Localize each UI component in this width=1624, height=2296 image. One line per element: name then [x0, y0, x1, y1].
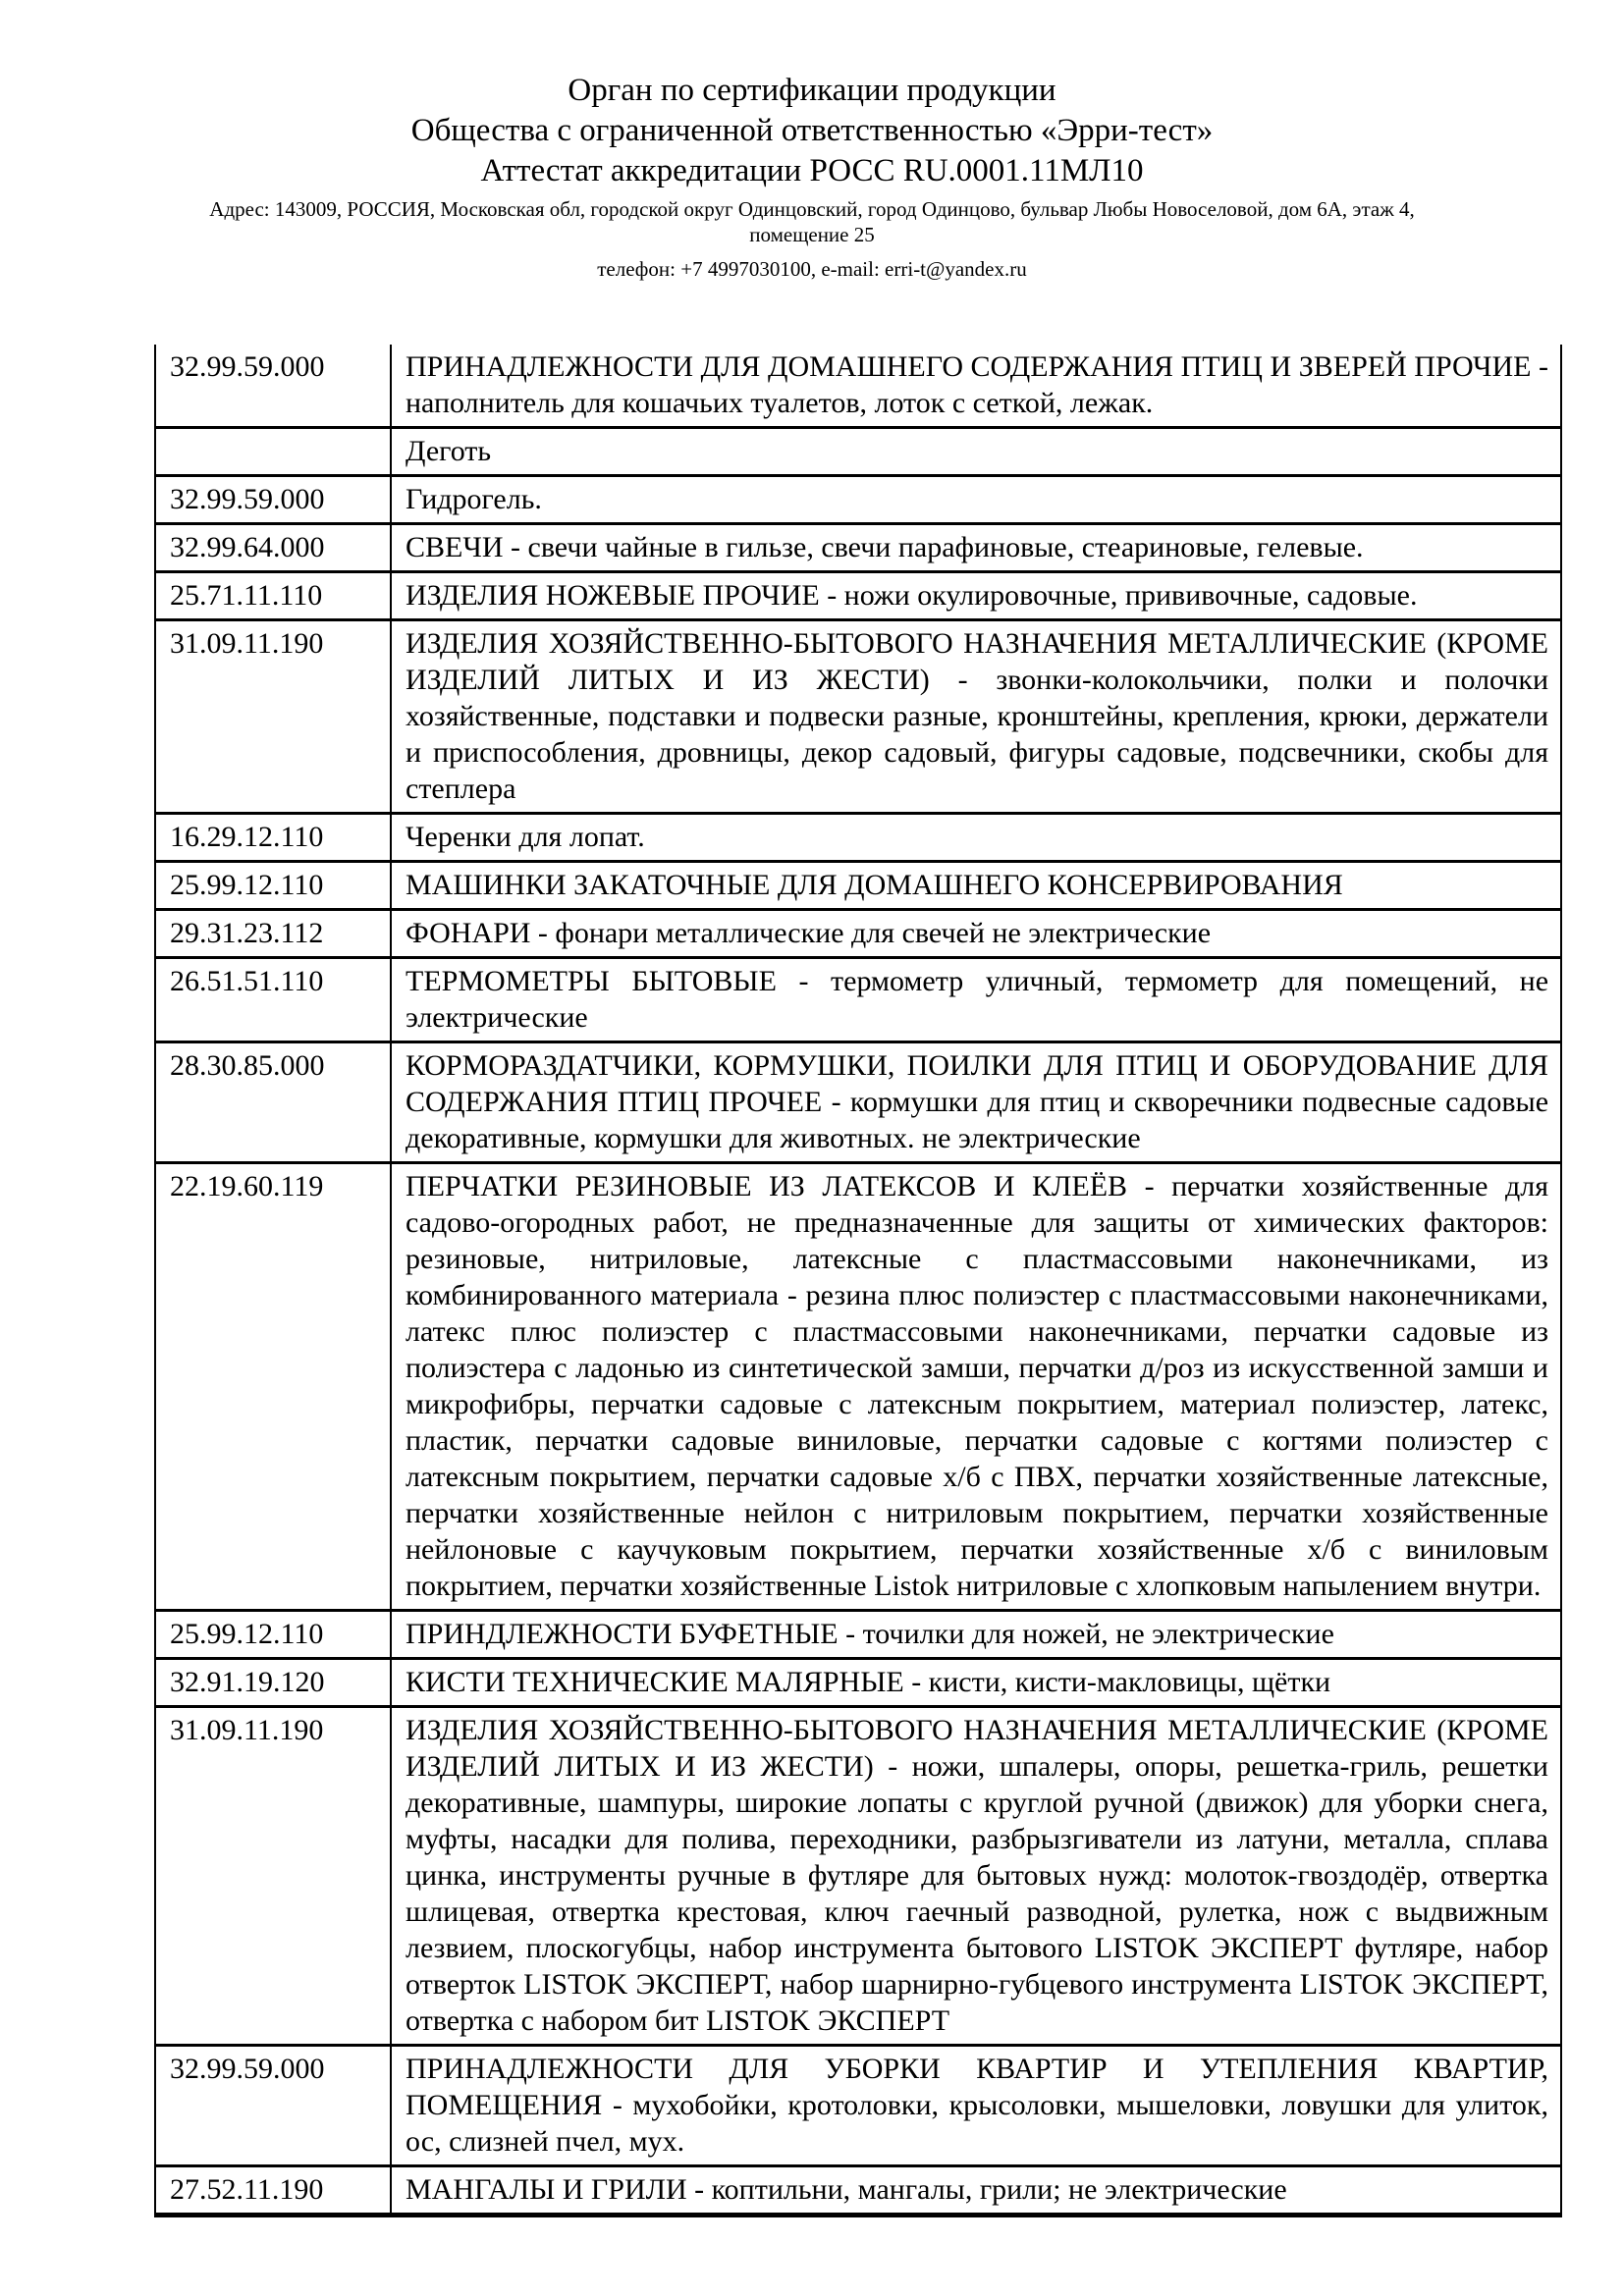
product-code: 31.09.11.190: [155, 1707, 391, 2046]
product-code: 28.30.85.000: [155, 1042, 391, 1163]
category-title: ПРИНАДЛЕЖНОСТИ ДЛЯ ДОМАШНЕГО СОДЕРЖАНИЯ ПТИЦ И ЗВЕРЕЙ ПРОЧИЕ: [406, 350, 1532, 383]
product-description: [391, 2046, 1561, 2166]
table-row: [155, 1611, 1561, 1659]
category-items: - фонари металлические для свечей не электрические: [530, 917, 1212, 949]
table-row: [155, 814, 1561, 862]
table-row: [155, 1042, 1561, 1163]
category-title: ИЗДЕЛИЯ ХОЗЯЙСТВЕННО-БЫТОВОГО НАЗНАЧЕНИЯ МЕТАЛЛИЧЕСКИЕ (КРОМЕ ИЗДЕЛИЙ ЛИТЫХ И ИЗ ЖЕСТИ): [406, 627, 1548, 696]
product-description: [391, 2166, 1561, 2216]
product-code: 29.31.23.112: [155, 910, 391, 958]
category-items: Черенки для лопат.: [406, 821, 645, 853]
category-title: ПРИНАДЛЕЖНОСТИ ДЛЯ УБОРКИ КВАРТИР И УТЕПЛЕНИЯ КВАРТИР, ПОМЕЩЕНИЯ: [406, 2053, 1548, 2121]
page-title: Орган по сертификации продукции: [568, 73, 1056, 108]
table-row: [155, 572, 1561, 620]
product-description: [391, 428, 1561, 476]
category-title: МАШИНКИ ЗАКАТОЧНЫЕ ДЛЯ ДОМАШНЕГО КОНСЕРВИРОВАНИЯ: [406, 869, 1343, 901]
product-description: [391, 620, 1561, 814]
product-description: [391, 345, 1561, 428]
category-items: - наполнитель для кошачьих туалетов, лоток с сеткой, лежак.: [406, 350, 1548, 419]
product-description: [391, 524, 1561, 572]
contact-line: телефон: +7 4997030100, e-mail: erri-t@yandex.ru: [597, 257, 1027, 281]
product-description: [391, 862, 1561, 910]
address-block: [0, 196, 1624, 282]
category-title: СВЕЧИ: [406, 531, 504, 563]
category-items: - звонки-колокольчики, полки и полочки хозяйственные, подставки и подвески разные, кронштейны, крепления, крюки, держатели и приспособления, дровницы, декор садовый, фигуры садовые, подсвечники, скобы для степлера: [406, 664, 1548, 805]
accreditation-number: Аттестат аккредитации РОСС RU.0001.11МЛ10: [480, 153, 1144, 188]
product-code: 31.09.11.190: [155, 620, 391, 814]
product-description: [391, 958, 1561, 1042]
category-items: Деготь: [406, 435, 492, 467]
category-items: - кисти, кисти-макловицы, щётки: [903, 1666, 1331, 1698]
document-header: [0, 0, 1624, 282]
category-items: - ножи окулировочные, прививочные, садовые.: [819, 579, 1418, 612]
product-code: 26.51.51.110: [155, 958, 391, 1042]
category-title: ПРИНДЛЕЖНОСТИ БУФЕТНЫЕ: [406, 1618, 839, 1650]
category-title: ИЗДЕЛИЯ НОЖЕВЫЕ ПРОЧИЕ: [406, 579, 820, 612]
category-items: - точилки для ножей, не электрические: [838, 1618, 1334, 1650]
category-items: - коптильни, мангалы, грили; не электрические: [686, 2173, 1287, 2206]
product-code: 22.19.60.119: [155, 1163, 391, 1611]
table-row: [155, 958, 1561, 1042]
table-row: [155, 476, 1561, 524]
product-description: [391, 476, 1561, 524]
product-code: 32.99.59.000: [155, 476, 391, 524]
product-description: [391, 910, 1561, 958]
product-code: [155, 428, 391, 476]
product-code: 32.99.59.000: [155, 345, 391, 428]
table-row: [155, 428, 1561, 476]
category-items: Гидрогель.: [406, 483, 542, 515]
product-code: 25.99.12.110: [155, 862, 391, 910]
table-row: [155, 2046, 1561, 2166]
org-name: Общества с ограниченной ответственностью «Эрри-тест»: [410, 113, 1214, 148]
category-items: - ножи, шпалеры, опоры, решетка-гриль, решетки декоративные, шампуры, широкие лопаты с круглой ручной (движок) для уборки снега, муфты, насадки для полива, переходники, разбрызгиватели из латуни, металла, сплава цинка, инструменты ручные в футляре для бытовых нужд: молоток-гвоздодёр, отвертка шлицевая, отвертка крестовая, ключ гаечный разводной, рулетка, нож с выдвижным лезвием, плоскогубцы, набор инструмента бытового LISTOK ЭКСПЕРТ футляре, набор отверток LISTOK ЭКСПЕРТ, набор шарнирно-губцевого инструмента LISTOK ЭКСПЕРТ, отвертка с набором бит LISTOK ЭКСПЕРТ: [406, 1750, 1548, 2037]
product-description: [391, 1707, 1561, 2046]
table-row: [155, 1659, 1561, 1707]
product-code: 32.99.64.000: [155, 524, 391, 572]
category-title: ИЗДЕЛИЯ ХОЗЯЙСТВЕННО-БЫТОВОГО НАЗНАЧЕНИЯ МЕТАЛЛИЧЕСКИЕ (КРОМЕ ИЗДЕЛИЙ ЛИТЫХ И ИЗ ЖЕСТИ): [406, 1714, 1548, 1783]
product-description: [391, 1659, 1561, 1707]
category-title: МАНГАЛЫ И ГРИЛИ: [406, 2173, 687, 2206]
category-title: КОРМОРАЗДАТЧИКИ, КОРМУШКИ, ПОИЛКИ ДЛЯ ПТИЦ И ОБОРУДОВАНИЕ ДЛЯ СОДЕРЖАНИЯ ПТИЦ ПРОЧЕЕ: [406, 1049, 1548, 1118]
category-items: - мухобойки, кротоловки, крысоловки, мышеловки, ловушки для улиток, ос, слизней пчел, мух.: [406, 2089, 1548, 2158]
product-description: [391, 572, 1561, 620]
category-title: ФОНАРИ: [406, 917, 531, 949]
product-code: 25.99.12.110: [155, 1611, 391, 1659]
table-row: [155, 620, 1561, 814]
category-items: - перчатки хозяйственные для садово-огородных работ, не предназначенные для защиты от химических факторов: резиновые, нитриловые, латексные с пластмассовыми наконечниками, из комбинированного материала - резина плюс полиэстер с пластмассовыми наконечниками, латекс плюс полиэстер с пластмассовыми наконечниками, перчатки садовые из полиэстера с ладонью из синтетической замши, перчатки д/роз из искусственной замши и микрофибры, перчатки садовые с латексным покрытием, материал полиэстер, латекс, пластик, перчатки садовые виниловые, перчатки садовые с когтями полиэстер с латексным покрытием, перчатки садовые х/б с ПВХ, перчатки хозяйственные латексные, перчатки хозяйственные нейлон с нитриловым покрытием, перчатки хозяйственные нейлоновые с каучуковым покрытием, перчатки хозяйственные х/б с виниловым покрытием, перчатки хозяйственные Listok нитриловые с хлопковым напылением внутри.: [406, 1170, 1549, 1602]
category-items: - термометр уличный, термометр для помещений, не электрические: [406, 965, 1549, 1034]
product-code: 16.29.12.110: [155, 814, 391, 862]
category-items: - свечи чайные в гильзе, свечи парафиновые, стеариновые, гелевые.: [503, 531, 1364, 563]
product-description: [391, 814, 1561, 862]
products-table: [154, 345, 1562, 2217]
category-title: ТЕРМОМЕТРЫ БЫТОВЫЕ: [406, 965, 777, 997]
product-code: 32.91.19.120: [155, 1659, 391, 1707]
product-code: 32.99.59.000: [155, 2046, 391, 2166]
table-row: [155, 910, 1561, 958]
product-description: [391, 1163, 1561, 1611]
table-row: [155, 1707, 1561, 2046]
address-line-1: Адрес: 143009, РОССИЯ, Московская обл, городской округ Одинцовский, город Одинцово, бульвар Любы Новоселовой, дом 6А, этаж 4,: [209, 197, 1415, 221]
category-title: КИСТИ ТЕХНИЧЕСКИЕ МАЛЯРНЫЕ: [406, 1666, 904, 1698]
product-description: [391, 1042, 1561, 1163]
table-row: [155, 1163, 1561, 1611]
table-row: [155, 524, 1561, 572]
table-row: [155, 862, 1561, 910]
table-row: [155, 2166, 1561, 2216]
table-row: [155, 345, 1561, 428]
product-code: 25.71.11.110: [155, 572, 391, 620]
product-description: [391, 1611, 1561, 1659]
product-code: 27.52.11.190: [155, 2166, 391, 2216]
category-items: - кормушки для птиц и скворечники подвесные садовые декоративные, кормушки для животных. не электрические: [406, 1086, 1549, 1154]
address-line-2: помещение 25: [749, 223, 875, 246]
category-title: ПЕРЧАТКИ РЕЗИНОВЫЕ ИЗ ЛАТЕКСОВ И КЛЕЁВ: [406, 1170, 1128, 1202]
